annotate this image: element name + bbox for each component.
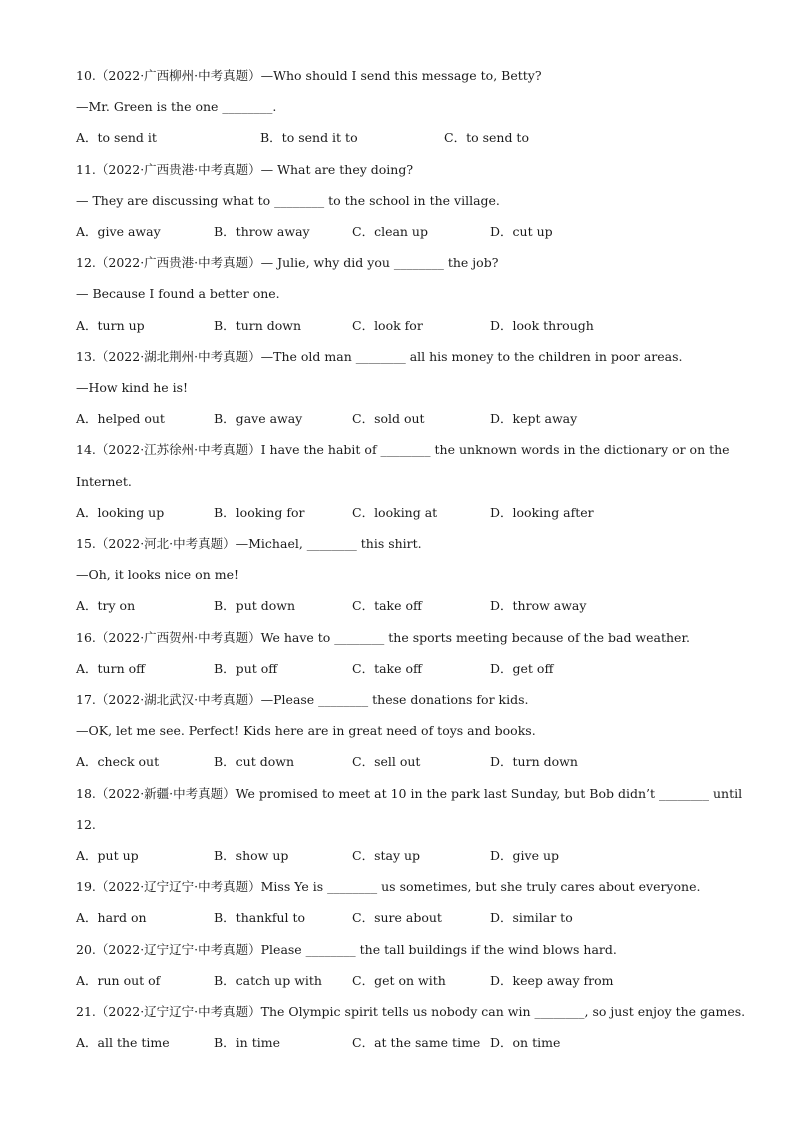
answer-option[interactable]: A．turn up xyxy=(76,317,145,333)
answer-option[interactable]: B．to send it to xyxy=(260,130,358,146)
answer-option[interactable]: C．take off xyxy=(352,660,422,676)
answer-option[interactable]: B．thankful to xyxy=(214,910,306,926)
answer-option[interactable]: C．sold out xyxy=(352,411,425,427)
question-continuation: 12. xyxy=(76,816,96,832)
answer-option[interactable]: B．put off xyxy=(214,660,278,676)
question-stem: 19.（2022·辽宁辽宁·中考真题）Miss Ye is ________ us sometimes, but she truly cares about everyone. xyxy=(76,879,701,895)
answer-option[interactable]: B．cut down xyxy=(214,754,295,770)
answer-option[interactable]: A．all the time xyxy=(76,1035,170,1051)
answer-option[interactable]: C．to send to xyxy=(444,130,529,146)
question-continuation: — Because I found a better one. xyxy=(76,286,280,302)
answer-option[interactable]: A．give away xyxy=(76,224,161,239)
answer-option[interactable]: B．throw away xyxy=(214,224,310,239)
answer-option[interactable]: A．put up xyxy=(76,848,139,863)
question-stem: 15.（2022·河北·中考真题）—Michael, ________ this shirt. xyxy=(76,536,422,551)
answer-option[interactable]: B．catch up with xyxy=(214,972,322,988)
answer-option[interactable]: A．run out of xyxy=(76,972,161,988)
question-stem: 16.（2022·广西贺州·中考真题）We have to ________ the sports meeting because of the bad weather. xyxy=(76,629,691,645)
answer-option[interactable]: D．kept away xyxy=(490,411,578,427)
question-stem: 17.（2022·湖北武汉·中考真题）—Please ________ these donations for kids. xyxy=(76,692,529,707)
answer-option[interactable]: C．look for xyxy=(352,317,423,333)
answer-option[interactable]: C．get on with xyxy=(352,972,446,988)
question-stem: 20.（2022·辽宁辽宁·中考真题）Please ________ the tall buildings if the wind blows hard. xyxy=(76,941,617,957)
answer-option[interactable]: D．cut up xyxy=(490,224,553,239)
answer-option[interactable]: C．at the same time xyxy=(352,1035,481,1051)
answer-option[interactable]: D．give up xyxy=(490,848,560,863)
question-stem: 11.（2022·广西贵港·中考真题）— What are they doing? xyxy=(76,161,414,177)
question-stem: 14.（2022·江苏徐州·中考真题）I have the habit of ________ the unknown words in the dictionary or on the xyxy=(76,442,730,458)
answer-option[interactable]: C．sure about xyxy=(352,910,442,926)
question-stem: 12.（2022·广西贵港·中考真题）— Julie, why did you ________ the job? xyxy=(76,255,499,271)
answer-option[interactable]: A．turn off xyxy=(76,660,146,676)
answer-option[interactable]: D．turn down xyxy=(490,754,578,770)
answer-option[interactable]: B．turn down xyxy=(214,317,302,333)
question-stem: 13.（2022·湖北荆州·中考真题）—The old man ________ all his money to the children in poor areas. xyxy=(76,348,683,364)
answer-option[interactable]: D．similar to xyxy=(490,910,573,926)
answer-option[interactable]: B．in time xyxy=(214,1035,280,1051)
answer-option[interactable]: D．keep away from xyxy=(490,972,614,988)
answer-option[interactable]: A．to send it xyxy=(76,130,157,146)
answer-option[interactable]: B．looking for xyxy=(214,504,305,520)
question-continuation: —Mr. Green is the one ________. xyxy=(76,99,277,115)
answer-option[interactable]: A．try on xyxy=(76,598,136,614)
answer-option[interactable]: A．looking up xyxy=(76,504,165,520)
question-continuation: —How kind he is! xyxy=(76,380,189,395)
answer-option[interactable]: D．throw away xyxy=(490,598,587,614)
answer-option[interactable]: C．take off xyxy=(352,598,422,614)
answer-option[interactable]: D．look through xyxy=(490,317,594,333)
answer-option[interactable]: C．stay up xyxy=(352,848,421,863)
answer-option[interactable]: A．check out xyxy=(76,754,160,770)
question-stem: 18.（2022·新疆·中考真题）We promised to meet at 10 in the park last Sunday, but Bob didn’t ________ until xyxy=(76,785,743,801)
answer-option[interactable]: C．clean up xyxy=(352,224,428,239)
answer-option[interactable]: B．gave away xyxy=(214,411,303,427)
question-continuation: —Oh, it looks nice on me! xyxy=(76,567,239,583)
answer-option[interactable]: C．sell out xyxy=(352,754,421,770)
question-continuation: — They are discussing what to ________ to the school in the village. xyxy=(76,192,500,208)
answer-option[interactable]: A．helped out xyxy=(76,411,165,427)
answer-option[interactable]: B．put down xyxy=(214,598,296,614)
answer-option[interactable]: D．get off xyxy=(490,660,554,676)
answer-option[interactable]: A．hard on xyxy=(76,910,147,926)
answer-option[interactable]: D．looking after xyxy=(490,504,594,520)
question-continuation: —OK, let me see. Perfect! Kids here are in great need of toys and books. xyxy=(76,723,536,739)
question-continuation: Internet. xyxy=(76,473,132,489)
answer-option[interactable]: C．looking at xyxy=(352,504,438,520)
question-stem: 21.（2022·辽宁辽宁·中考真题）The Olympic spirit tells us nobody can win ________, so just enjoy the games. xyxy=(76,1004,746,1019)
answer-option[interactable]: B．show up xyxy=(214,848,289,863)
answer-option[interactable]: D．on time xyxy=(490,1035,561,1051)
question-stem: 10.（2022·广西柳州·中考真题）—Who should I send this message to, Betty? xyxy=(76,68,542,83)
